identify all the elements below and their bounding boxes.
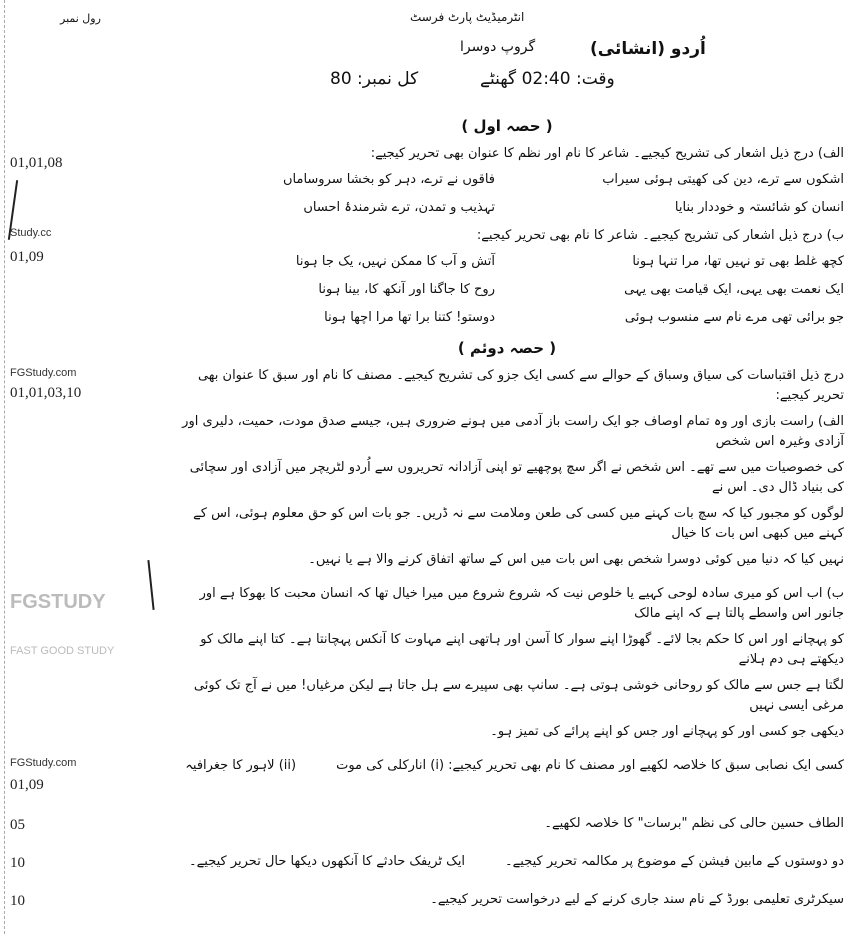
paragraph-line: الف) راست بازی اور وہ تمام اوصاف جو ایک راست باز آدمی میں ہونے ضروری ہیں، جیسے صدق مودت، حمیت، دلیری اور آزادی وغیرہ اس شخص <box>182 414 844 449</box>
poem-line: آتش و آب کا ممکن نہیں، یک جا ہونا <box>295 254 495 269</box>
question-6-block <box>10 890 844 914</box>
poem-line: کچھ غلط بھی تو نہیں تھا، مرا تنہا ہونا <box>632 254 844 269</box>
question-3-ref: 01,09 <box>10 777 44 793</box>
question-b-ref: 01,09 <box>10 249 44 265</box>
paragraph-line: کو پہچانے اور اس کا حکم بجا لائے۔ گھوڑا اپنے سوار کا آسن اور ہاتھی اپنے مہاوت کا آنکس پہچانتا ہے۔ کتا اپنے مالک کو دیکھتے ہی دم ہلانے <box>200 632 844 667</box>
watermark-site: FGStudy.com <box>10 757 77 769</box>
question-5: دو دوستوں کے مابین فیشن کے موضوع پر مکالمہ تحریر کیجیے۔ <box>505 854 844 869</box>
watermark-site: Study.cc <box>10 227 52 239</box>
section-2-question-block <box>10 366 844 570</box>
question-3-option-2: (ii) لاہور کا جغرافیہ <box>185 758 297 773</box>
paragraph-line: لگتا ہے جس سے مالک کو روحانی خوشی ہوتی ہے۔ سانپ بھی سپیرے سے ہل جاتا ہے لیکن مرغیاں! میں نے آج تک کوئی مرغی ایسی نہیں <box>193 678 844 713</box>
poem-line: دوستو! کتنا برا تھا مرا اچھا ہونا <box>324 310 495 325</box>
poem-line: فاقوں نے ترے، دہر کو بخشا سروساماں <box>282 172 495 187</box>
couplet <box>170 198 844 218</box>
section-2-question: درج ذیل اقتباسات کی سیاق وسباق کے حوالے سے کسی ایک جزو کی تشریح کیجیے۔ مصنف کا نام اور سبق کا عنوان بھی تحریر کیجیے: <box>197 368 844 403</box>
time-label: وقت: 02:40 گھنٹے <box>480 69 615 89</box>
total-marks: کل نمبر: 80 <box>330 69 419 89</box>
section-2-title: ( حصہ دوئم ) <box>457 339 557 357</box>
section-2-ref: 01,01,03,10 <box>10 385 82 401</box>
couplet <box>170 170 844 190</box>
question-a-ref: 01,01,08 <box>10 155 63 171</box>
paragraph-line: ب) اب اس کو میری سادہ لوحی کہیے یا خلوص نیت کہ شروع شروع میں میرا خیال تھا کہ انسان محبت کا بھوکا ہے اور جانور اس واسطے پالتا ہے کہ اپنے مالک <box>199 586 844 621</box>
poem-line: ایک نعمت بھی یہی، ایک قیامت بھی یہی <box>624 282 844 297</box>
handwritten-mark <box>147 560 154 610</box>
question-a-heading: الف) درج ذیل اشعار کی تشریح کیجیے۔ شاعر کا نام اور نظم کا عنوان بھی تحریر کیجیے: <box>370 146 844 161</box>
question-a-block <box>10 144 844 218</box>
question-6-marks: 10 <box>10 893 25 909</box>
roll-number-label: رول نمبر <box>60 12 101 25</box>
paragraph-line: کی خصوصیات میں سے تھے۔ اس شخص نے اگر سچ پوچھیے تو اپنی آزادانہ تحریروں سے اُردو لٹریچر میں آزادی اور سچائی کی بنیاد ڈال دی۔ اس نے <box>189 460 844 495</box>
paragraph-line: دیکھی جو کسی اور کو پہچانے اور جس کو اپنے پرائے کی تمیز ہو۔ <box>490 724 844 739</box>
paragraph-line: لوگوں کو مجبور کیا کہ سچ بات کہنے میں کسی کی طعن وملامت سے نہ ڈریں۔ جو بات اس کو حق معلوم ہوئی، اس کے کہنے میں کبھی اس بات کا خیال <box>193 506 844 541</box>
paragraph-b-block <box>10 584 844 742</box>
poem-line: تہذیب و تمدن، ترے شرمندۂ احساں <box>303 200 495 215</box>
question-6: سیکرٹری تعلیمی بورڈ کے نام سند جاری کرنے کے لیے درخواست تحریر کیجیے۔ <box>430 892 844 907</box>
question-5-alternative: ایک ٹریفک حادثے کا آنکھوں دیکھا حال تحریر کیجیے۔ <box>189 854 466 869</box>
question-4: الطاف حسین حالی کی نظم "برسات" کا خلاصہ لکھیے۔ <box>544 816 844 831</box>
question-b-block <box>10 226 844 328</box>
subject-title: اُردو (انشائی) <box>590 39 706 59</box>
section-1-title: ( حصہ اول ) <box>461 117 553 135</box>
question-5-marks: 10 <box>10 855 25 871</box>
poem-line: جو برائی تھی مرے نام سے منسوب ہوئی <box>624 310 844 325</box>
exam-title: انٹرمیڈیٹ پارٹ فرسٹ <box>410 10 525 24</box>
couplet <box>170 252 844 272</box>
paragraph-line: نہیں کیا کہ دنیا میں کوئی دوسرا شخص بھی اس بات میں اس کے ساتھ اتفاق کرنے والا ہے یا نہیں۔ <box>308 552 844 567</box>
poem-line: اشکوں سے ترے، دین کی کھیتی ہوئی سیراب <box>602 172 844 187</box>
group-label: گروپ دوسرا <box>460 39 536 55</box>
question-5-block <box>10 852 844 876</box>
watermark-site: FGStudy.com <box>10 367 77 379</box>
question-4-block <box>10 814 844 838</box>
question-3-block <box>10 756 844 800</box>
watermark-tagline: FAST GOOD STUDY <box>10 645 115 657</box>
poem-line: انسان کو شائستہ و خوددار بنایا <box>674 200 844 215</box>
page-edge <box>4 0 5 934</box>
question-3: کسی ایک نصابی سبق کا خلاصہ لکھیے اور مصنف کا نام بھی تحریر کیجیے: (i) انارکلی کی موت <box>336 758 844 773</box>
question-b-heading: ب) درج ذیل اشعار کی تشریح کیجیے۔ شاعر کا نام بھی تحریر کیجیے: <box>476 228 844 243</box>
couplet <box>170 308 844 328</box>
couplet <box>170 280 844 300</box>
poem-line: روح کا جاگنا اور آنکھ کا، بینا ہونا <box>318 282 495 297</box>
watermark-brand: FGSTUDY <box>10 591 106 613</box>
question-4-marks: 05 <box>10 817 25 833</box>
